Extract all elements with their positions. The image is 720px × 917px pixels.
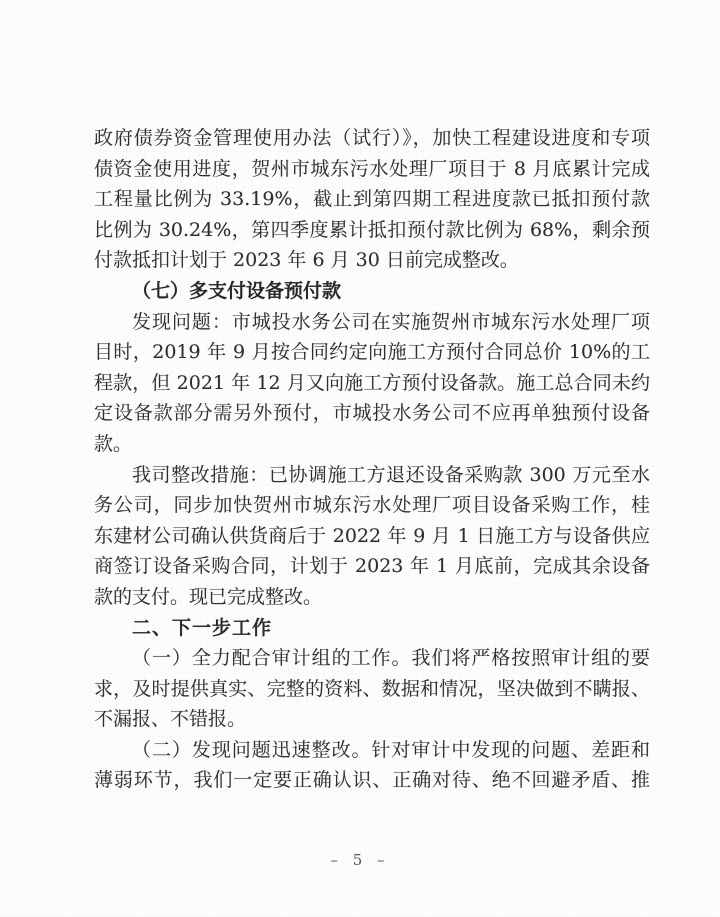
page-number: – 5 – <box>330 851 390 869</box>
text-line: 东建材公司确认供货商后于 2022 年 9 月 1 日施工方与设备供应 <box>94 524 650 547</box>
text-line: 薄弱环节，我们一定要正确认识、正确对待、绝不回避矛盾、推 <box>94 769 650 792</box>
text-line: 款。 <box>94 432 133 455</box>
text-line: 不漏报、不错报。 <box>94 708 247 731</box>
text-line: （一）全力配合审计组的工作。我们将严格按照审计组的要 <box>132 647 650 670</box>
text-line: 付款抵扣计划于 2023 年 6 月 30 日前完成整改。 <box>94 249 519 272</box>
text-line: 目时，2019 年 9 月按合同约定向施工方预付合同总价 10%的工 <box>94 341 650 364</box>
text-line: （二）发现问题迅速整改。针对审计中发现的问题、差距和 <box>132 738 650 761</box>
text-line: 求，及时提供真实、完整的资料、数据和情况，坚决做到不瞒报、 <box>94 677 650 700</box>
text-line: 比例为 30.24%，第四季度累计抵扣预付款比例为 68%，剩余预 <box>94 218 650 241</box>
text-line: 程款，但 2021 年 12 月又向施工方预付设备款。施工总合同未约 <box>94 371 650 394</box>
text-line: 款的支付。现已完成整改。 <box>94 585 323 608</box>
text-line: 商签订设备采购合同，计划于 2023 年 1 月底前，完成其余设备 <box>94 555 650 578</box>
text-line: 务公司，同步加快贺州市城东污水处理厂项目设备采购工作，桂 <box>94 494 650 517</box>
text-line: 政府债券资金管理使用办法（试行）》，加快工程建设进度和专项 <box>94 127 650 149</box>
document-body <box>94 123 650 796</box>
text-line: 定设备款部分需另外预付，市城投水务公司不应再单独预付设备 <box>94 402 650 425</box>
text-line: 工程量比例为 33.19%，截止到第四期工程进度款已抵扣预付款 <box>94 188 650 211</box>
text-line: 我司整改措施：已协调施工方退还设备采购款 300 万元至水 <box>132 463 650 486</box>
text-line: 发现问题：市城投水务公司在实施贺州市城东污水处理厂项 <box>132 310 650 333</box>
section-heading: （七）多支付设备预付款 <box>132 279 342 302</box>
text-line: 债资金使用进度，贺州市城东污水处理厂项目于 8 月底累计完成 <box>94 157 650 180</box>
section-heading: 二、下一步工作 <box>132 616 273 639</box>
